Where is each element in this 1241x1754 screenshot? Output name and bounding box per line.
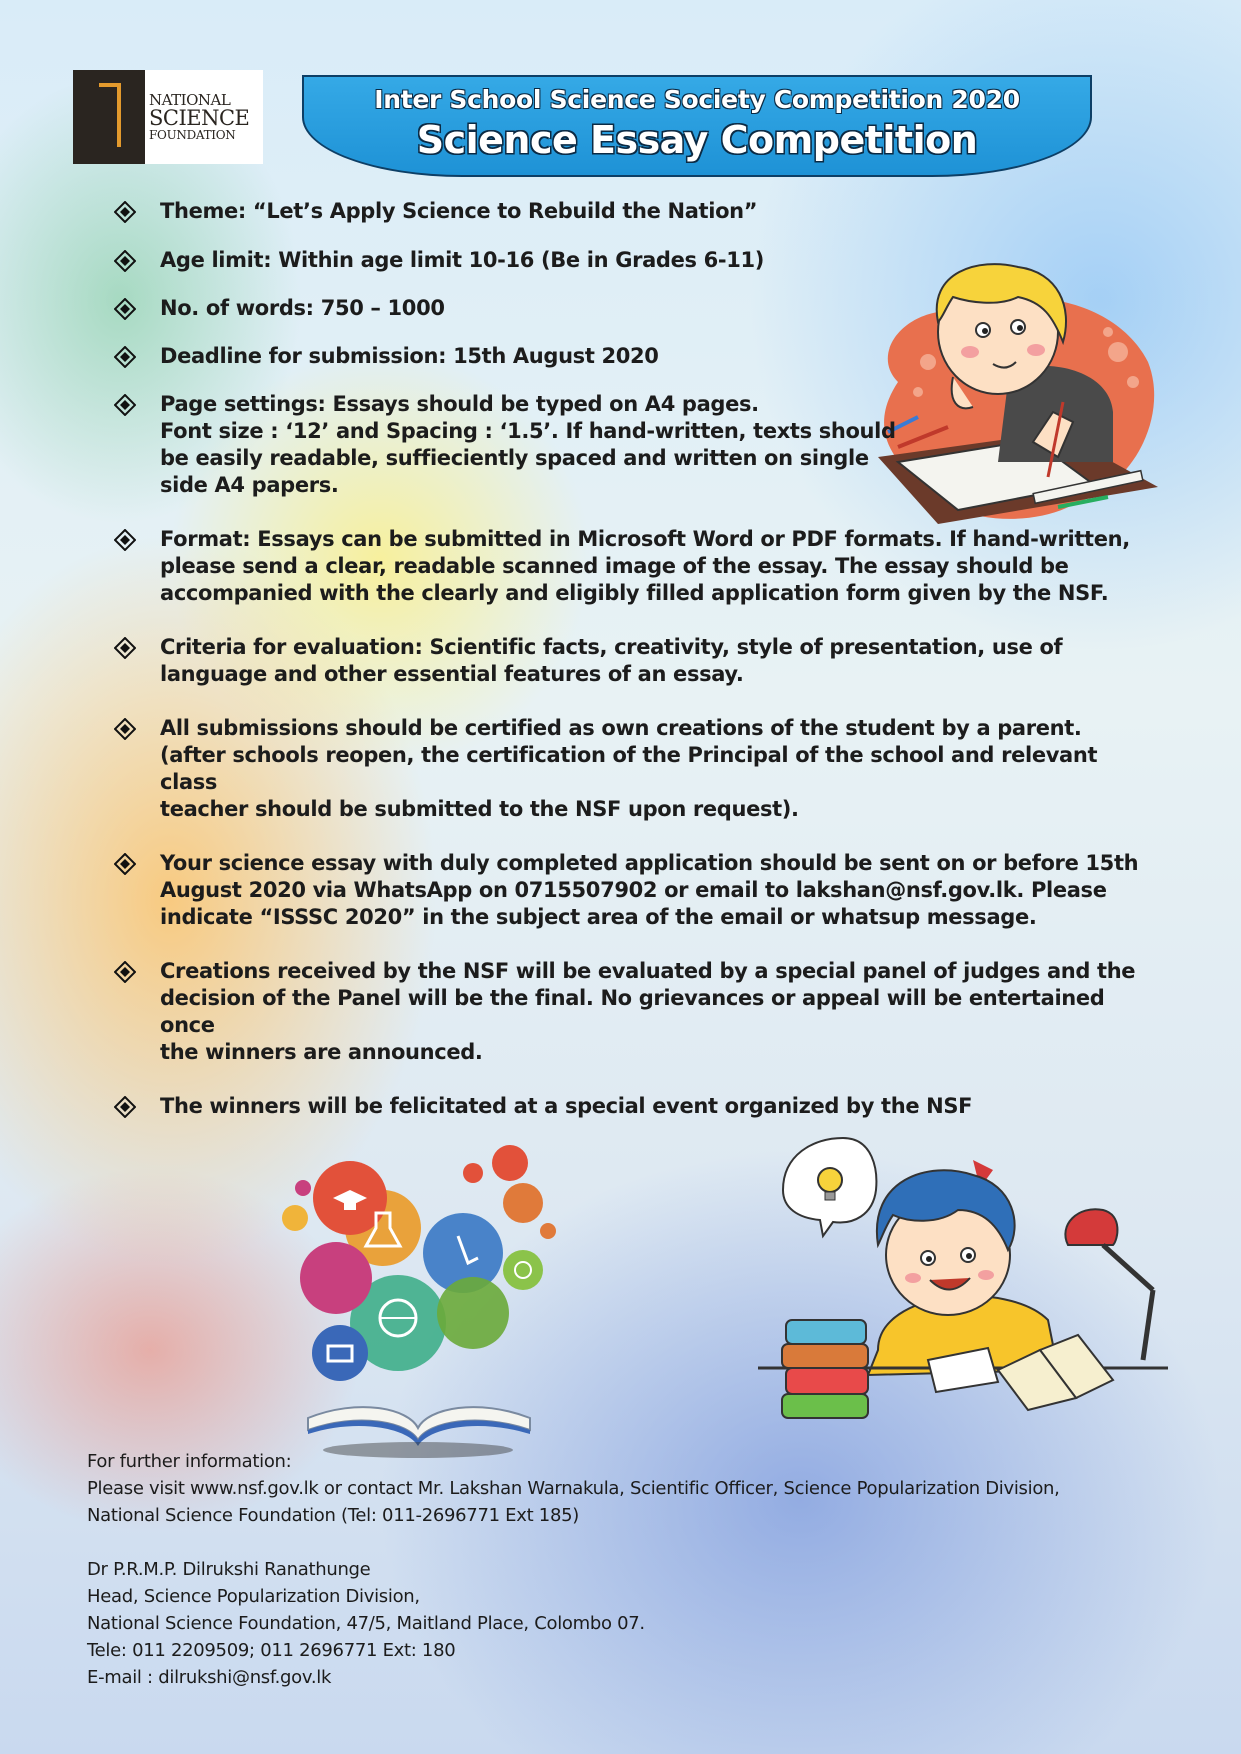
- diamond-bullet-icon: [114, 298, 136, 320]
- nsf-logo-text: [145, 70, 263, 164]
- rule-item: [112, 343, 1152, 370]
- rule-item: [112, 1093, 1152, 1120]
- rule-line: please send a clear, readable scanned image of the essay. The essay should be: [160, 554, 1069, 578]
- logo-line-2: SCIENCE: [149, 106, 250, 130]
- footer-line: For further information:: [87, 1451, 292, 1472]
- rule-line: August 2020 via WhatsApp on 0715507902 or email to lakshan@nsf.gov.lk. Please: [160, 878, 1107, 902]
- rule-line: decision of the Panel will be the final. No grievances or appeal will be entertained once: [160, 986, 1105, 1037]
- rule-line: indicate “ISSSC 2020” in the subject area of the email or whatsup message.: [160, 905, 1037, 929]
- rule-line: Criteria for evaluation: Scientific facts, creativity, style of presentation, use of: [160, 635, 1063, 659]
- rule-item: [112, 391, 1152, 499]
- nsf-logo-mark: [73, 70, 145, 164]
- rule-line: side A4 papers.: [160, 473, 339, 497]
- rule-line: language and other essential features of an essay.: [160, 662, 744, 686]
- banner-subtitle: Inter School Science Society Competition 2020: [374, 85, 1020, 114]
- logo-line-3: FOUNDATION: [149, 128, 236, 142]
- diamond-bullet-icon: [114, 718, 136, 740]
- rule-line: teacher should be submitted to the NSF upon request).: [160, 797, 799, 821]
- rule-line: (after schools reopen, the certification of the Principal of the school and relevant class: [160, 743, 1098, 794]
- boy-idea-illustration: [758, 1130, 1168, 1462]
- diamond-bullet-icon: [114, 250, 136, 272]
- rule-line: Font size : ‘12’ and Spacing : ‘1.5’. If hand-written, texts should: [160, 419, 896, 443]
- logo-line-1: NATIONAL: [149, 91, 231, 109]
- rule-line: Your science essay with duly completed application should be sent on or before 15th: [160, 851, 1139, 875]
- nsf-logo: [73, 70, 263, 164]
- rule-line: All submissions should be certified as own creations of the student by a parent.: [160, 716, 1082, 740]
- title-banner: [302, 75, 1092, 177]
- diamond-bullet-icon: [114, 961, 136, 983]
- footer-line: National Science Foundation (Tel: 011-2696771 Ext 185): [87, 1505, 579, 1526]
- science-icons-book-illustration: [268, 1128, 568, 1460]
- footer-line: Head, Science Popularization Division,: [87, 1586, 420, 1607]
- rule-item: [112, 715, 1152, 823]
- rule-line: be easily readable, suffieciently spaced and written on single: [160, 446, 869, 470]
- rule-item: [112, 247, 1152, 274]
- rule-item: [112, 526, 1152, 607]
- rule-line: Age limit: Within age limit 10-16 (Be in Grades 6-11): [160, 248, 764, 272]
- rule-line: Page settings: Essays should be typed on A4 pages.: [160, 392, 759, 416]
- rule-line: accompanied with the clearly and eligibly filled application form given by the NSF.: [160, 581, 1109, 605]
- rule-item: [112, 198, 1152, 225]
- rule-item: [112, 958, 1152, 1066]
- rules-list: [112, 198, 1152, 1120]
- rule-item: [112, 295, 1152, 322]
- contact-footer: [87, 1448, 1207, 1691]
- footer-line: Tele: 011 2209509; 011 2696771 Ext: 180: [87, 1640, 456, 1661]
- diamond-bullet-icon: [114, 637, 136, 659]
- diamond-bullet-icon: [114, 394, 136, 416]
- diamond-bullet-icon: [114, 853, 136, 875]
- rule-item: [112, 634, 1152, 688]
- rule-line: the winners are announced.: [160, 1040, 483, 1064]
- footer-line: National Science Foundation, 47/5, Maitland Place, Colombo 07.: [87, 1613, 645, 1634]
- footer-line: E-mail : dilrukshi@nsf.gov.lk: [87, 1667, 332, 1688]
- rule-line: Theme: “Let’s Apply Science to Rebuild the Nation”: [160, 199, 758, 223]
- footer-line: Dr P.R.M.P. Dilrukshi Ranathunge: [87, 1559, 371, 1580]
- diamond-bullet-icon: [114, 1096, 136, 1118]
- rule-line: Deadline for submission: 15th August 2020: [160, 344, 659, 368]
- rule-line: Creations received by the NSF will be evaluated by a special panel of judges and the: [160, 959, 1136, 983]
- rule-line: No. of words: 750 – 1000: [160, 296, 445, 320]
- rule-item: [112, 850, 1152, 931]
- diamond-bullet-icon: [114, 529, 136, 551]
- further-info-block: [87, 1448, 1207, 1529]
- diamond-bullet-icon: [114, 346, 136, 368]
- rule-line: Format: Essays can be submitted in Microsoft Word or PDF formats. If hand-written,: [160, 527, 1130, 551]
- signatory-block: [87, 1556, 1207, 1691]
- banner-title: Science Essay Competition: [416, 118, 978, 162]
- footer-line: Please visit www.nsf.gov.lk or contact Mr. Lakshan Warnakula, Scientific Officer, Science Popularization Division,: [87, 1478, 1060, 1499]
- diamond-bullet-icon: [114, 201, 136, 223]
- rule-line: The winners will be felicitated at a special event organized by the NSF: [160, 1094, 973, 1118]
